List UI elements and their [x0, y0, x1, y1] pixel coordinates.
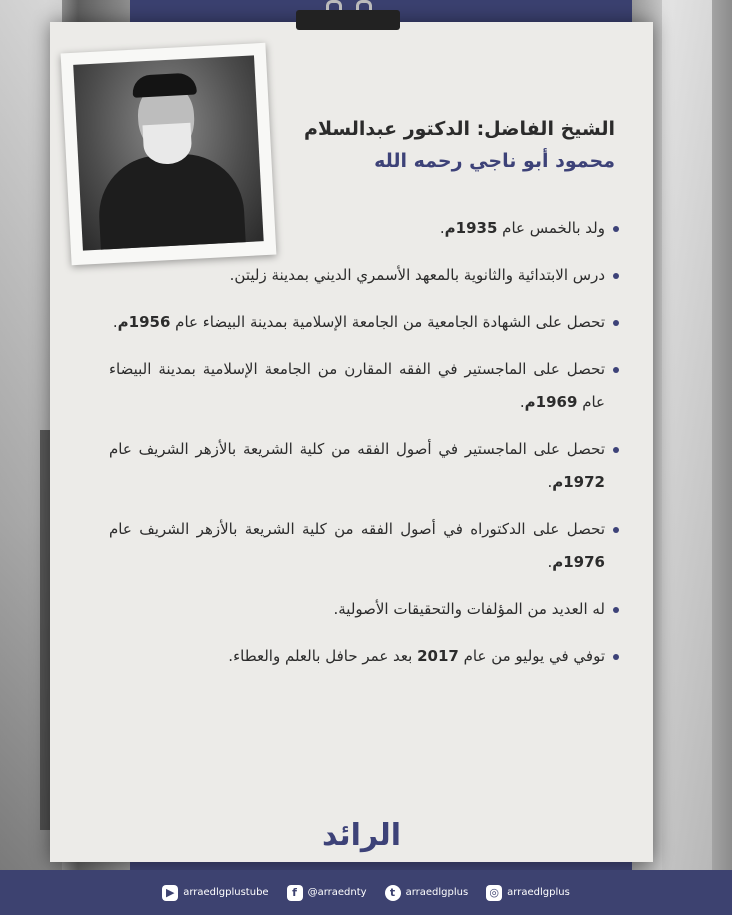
list-item: له العديد من المؤلفات والتحقيقات الأصولية.	[109, 593, 619, 626]
social-footer	[0, 870, 732, 915]
twitter-handle: arraedlgplus	[405, 887, 469, 898]
list-item: توفي في يوليو من عام 2017 بعد عمر حافل بالعلم والعطاء.	[109, 640, 619, 673]
binder-clip-icon	[296, 0, 400, 32]
instagram-handle: arraedlgplus	[507, 887, 570, 898]
twitter-icon: t	[385, 885, 401, 901]
brand-logo: الرائد	[322, 818, 402, 853]
facebook-link[interactable]	[287, 885, 367, 901]
youtube-icon: ▶	[162, 885, 178, 901]
page-heading	[255, 118, 615, 172]
youtube-link[interactable]	[162, 885, 268, 901]
background-fold	[662, 0, 712, 870]
list-item: تحصل على الماجستير في الفقه المقارن من الجامعة الإسلامية بمدينة البيضاء عام 1969م.	[109, 353, 619, 419]
twitter-link[interactable]	[385, 885, 469, 901]
list-item: تحصل على الدكتوراه في أصول الفقه من كلية الشريعة بالأزهر الشريف عام 1976م.	[109, 513, 619, 579]
youtube-handle: arraedlgplustube	[183, 887, 269, 898]
instagram-link[interactable]	[486, 885, 570, 901]
facebook-icon: f	[287, 885, 303, 901]
facebook-handle: @arraednty	[307, 887, 367, 898]
list-item: ولد بالخمس عام 1935م.	[109, 212, 619, 245]
biography-list	[109, 212, 619, 673]
heading-subtitle: محمود أبو ناجي رحمه الله	[374, 150, 615, 172]
instagram-icon: ◎	[486, 885, 502, 901]
list-item: تحصل على الماجستير في أصول الفقه من كلية الشريعة بالأزهر الشريف عام 1972م.	[109, 433, 619, 499]
list-item: تحصل على الشهادة الجامعية من الجامعة الإسلامية بمدينة البيضاء عام 1956م.	[109, 306, 619, 339]
heading-title: الشيخ الفاضل: الدكتور عبدالسلام	[304, 118, 615, 140]
list-item: درس الابتدائية والثانوية بالمعهد الأسمري الديني بمدينة زليتن.	[109, 259, 619, 292]
